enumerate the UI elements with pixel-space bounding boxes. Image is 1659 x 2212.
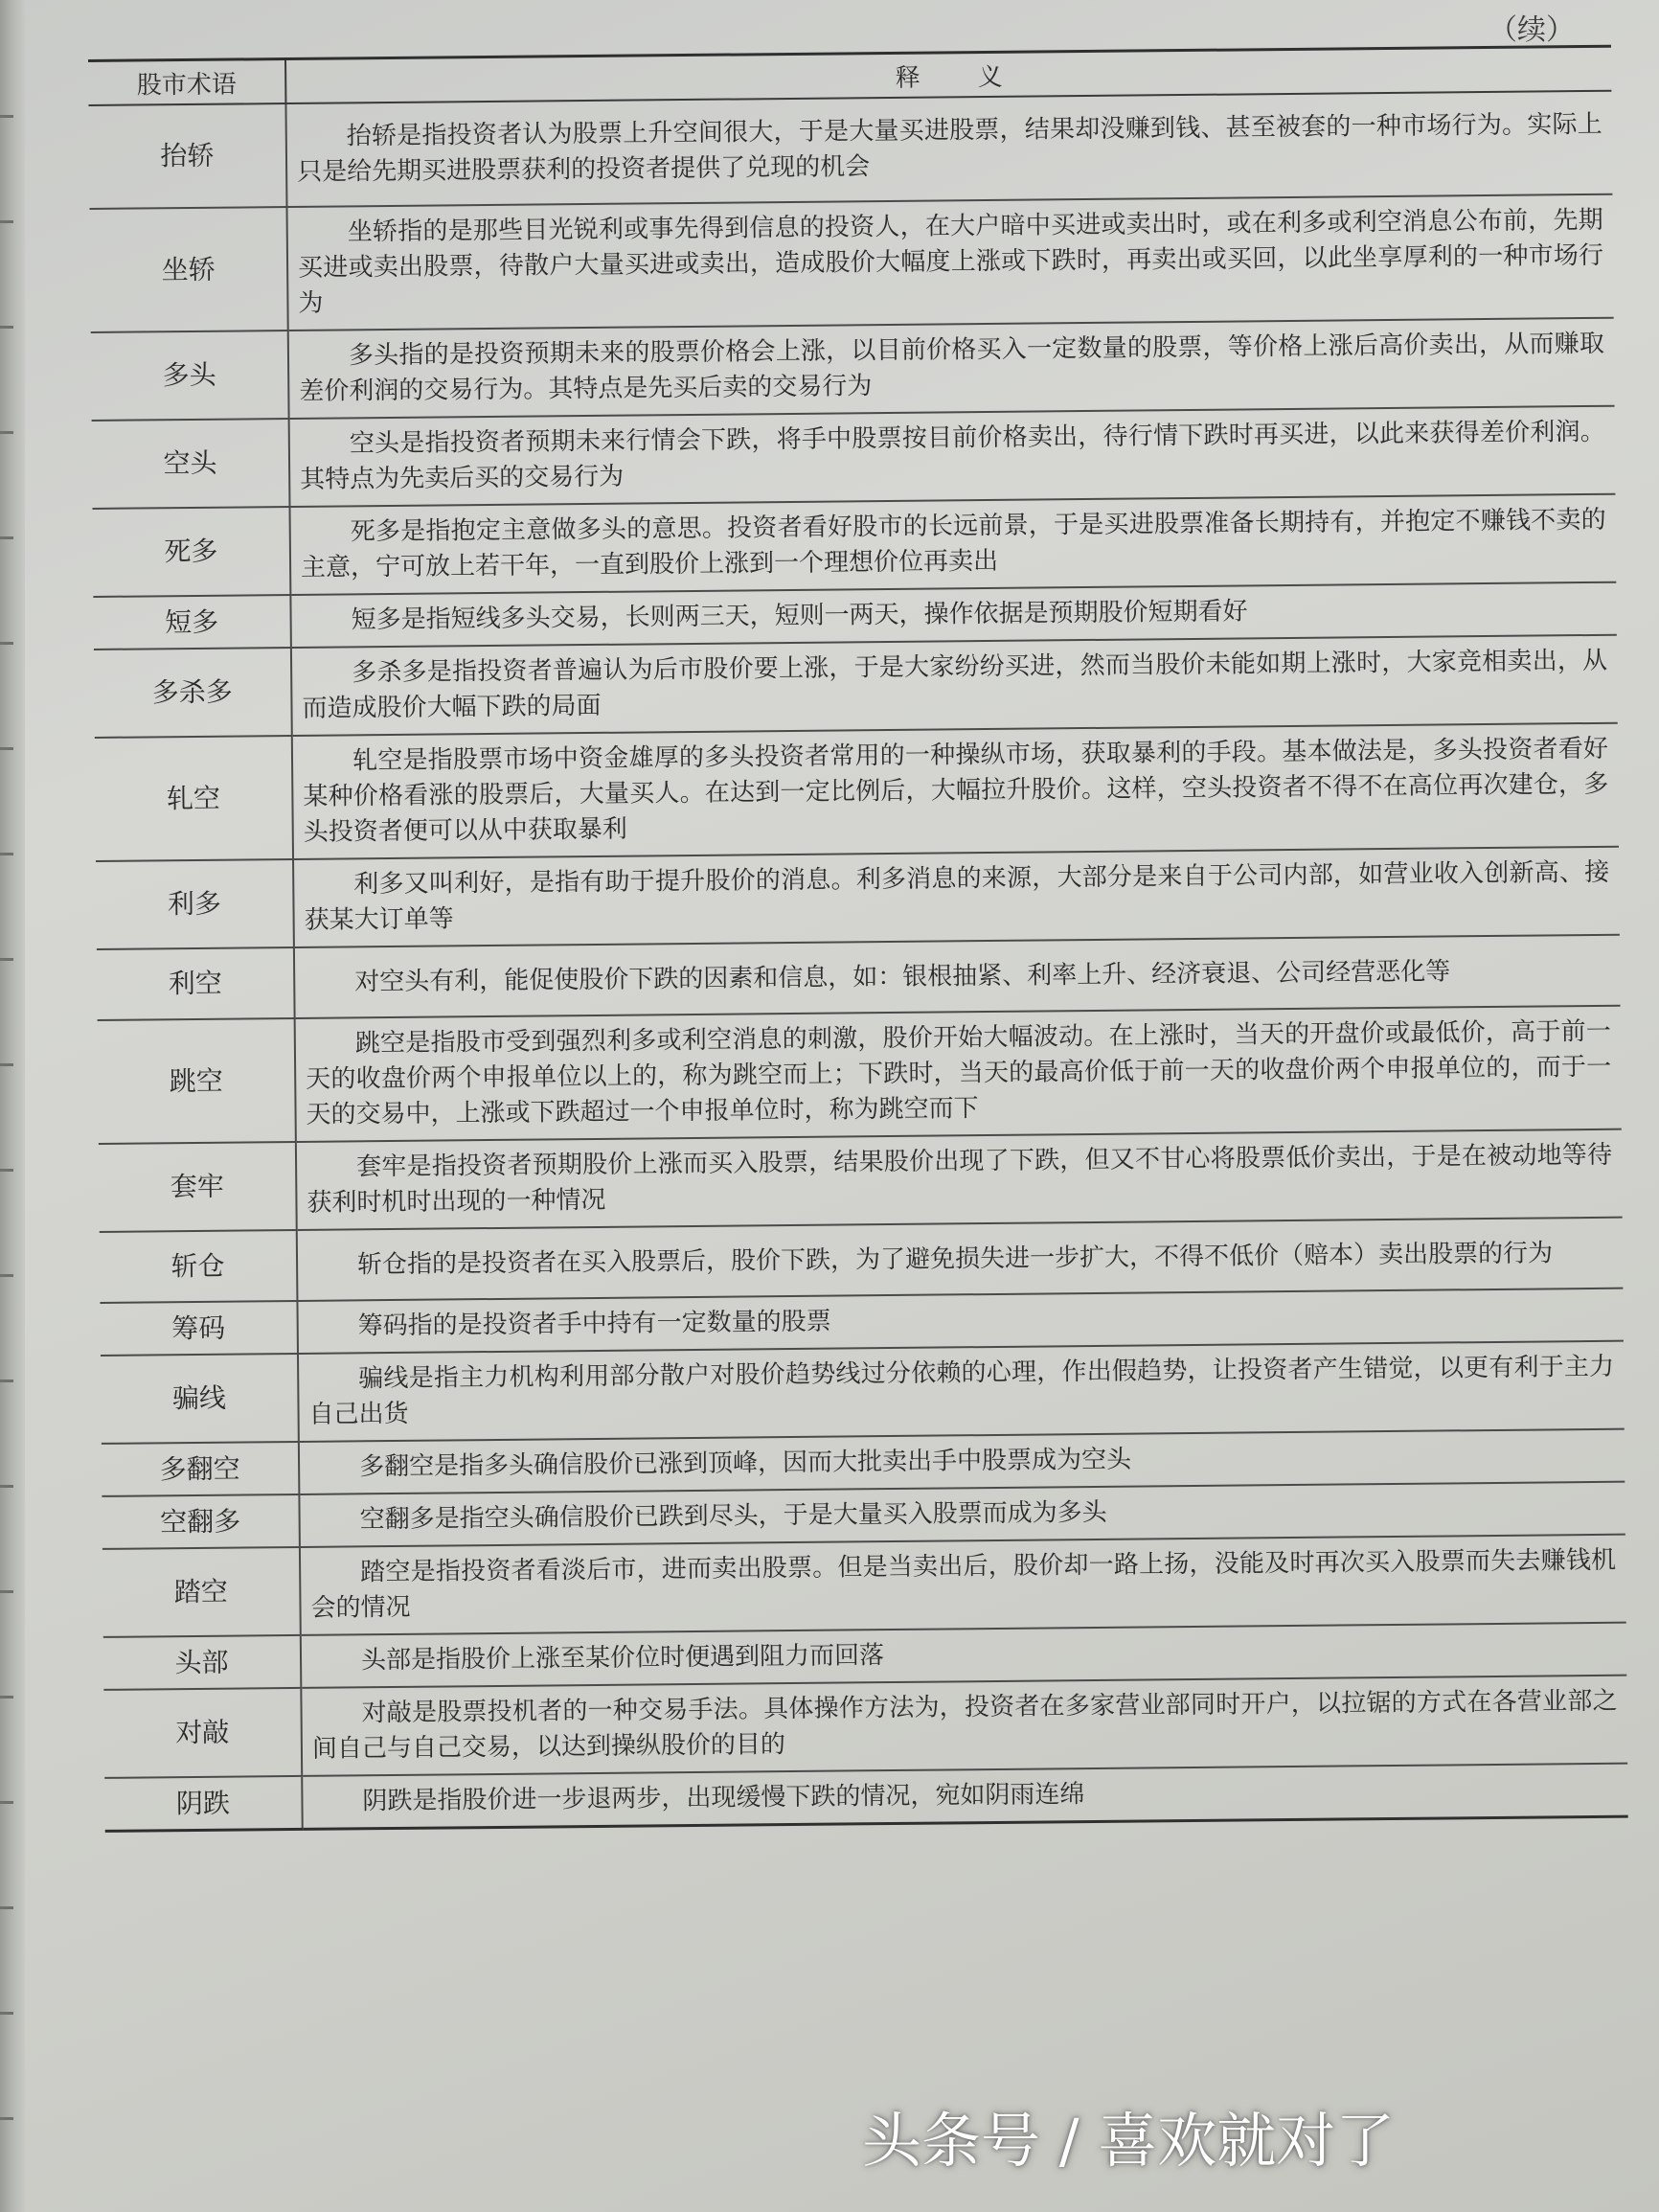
term-cell: 抬轿	[88, 103, 286, 209]
term-cell: 空头	[92, 419, 290, 509]
term-cell: 阴跌	[104, 1776, 303, 1831]
definition-cell: 多头指的是投资预期未来的股票价格会上涨，以目前价格买入一定数量的股票，等价格上涨后高价卖出，从而赚取差价利润的交易行为。其特点是先买后卖的交易行为	[288, 318, 1615, 419]
term-cell: 空翻多	[102, 1494, 300, 1549]
definition-cell: 对敲是股票投机者的一种交易手法。具体操作方法为，投资者在多家营业部同时开户，以拉锯的方式在各营业部之间自己与自己交易，以达到操纵股价的目的	[301, 1676, 1627, 1776]
table-row	[94, 635, 1618, 738]
definition-cell: 死多是指抱定主意做多头的意思。投资者看好股市的长远前景，于是买进股票准备长期持有，并抱定不赚钱不卖的主意，宁可放上若干年，一直到股价上涨到一个理想价位再卖出	[289, 494, 1616, 595]
term-cell: 死多	[93, 507, 291, 597]
definition-cell: 筹码指的是投资者手中持有一定数量的股票	[297, 1288, 1623, 1354]
term-cell: 对敲	[103, 1688, 302, 1778]
term-cell: 跳空	[98, 1018, 296, 1144]
stock-terms-table	[88, 45, 1628, 1833]
term-cell: 头部	[103, 1635, 302, 1690]
definition-cell: 短多是指短线多头交易，长则两三天，短则一两天，操作依据是预期股价短期看好	[290, 582, 1616, 648]
table-row	[98, 1006, 1622, 1144]
table-row	[88, 91, 1612, 209]
table-row	[101, 1341, 1625, 1444]
term-cell: 利多	[96, 859, 294, 949]
definition-cell: 多杀多是指投资者普遍认为后市股价要上涨，于是大家纷纷买进，然而当股价未能如期上涨时，大家竞相卖出，从而造成股价大幅下跌的局面	[291, 635, 1618, 736]
term-column-header: 股市术语	[88, 59, 285, 105]
table-row	[95, 723, 1619, 861]
term-cell: 踏空	[102, 1547, 301, 1637]
definition-column-header: 释义	[285, 46, 1611, 103]
definition-cell: 坐轿指的是那些目光锐利或事先得到信息的投资人，在大户暗中买进或卖出时，或在利多或利空消息公布前，先期买进或卖出股票，待散户大量买进或卖出，造成股价大幅度上涨或下跌时，再卖出或买回，以此坐享厚利的一种市场行为	[286, 194, 1613, 331]
table-row	[103, 1676, 1627, 1778]
table-row	[92, 406, 1616, 509]
definition-cell: 利多又叫利好，是指有助于提升股价的消息。利多消息的来源，大部分是来自于公司内部，如营业收入创新高、接获某大订单等	[293, 847, 1620, 947]
definition-cell: 空头是指投资者预期未来行情会下跌，将手中股票按目前价格卖出，待行情下跌时再买进，以此来获得差价利润。其特点为先卖后买的交易行为	[289, 406, 1616, 507]
term-cell: 多翻空	[102, 1442, 300, 1496]
definition-cell: 空翻多是指空头确信股价已跌到尽头，于是大量买入股票而成为多头	[299, 1482, 1625, 1547]
term-cell: 骗线	[101, 1354, 299, 1444]
term-cell: 套牢	[99, 1142, 297, 1232]
definition-cell: 对空头有利，能促使股价下跌的因素和信息，如：银根抽紧、利率上升、经济衰退、公司经营恶化等	[294, 935, 1621, 1018]
definition-cell: 斩仓指的是投资者在买入股票后，股价下跌，为了避免损失进一步扩大，不得不低价（赔本）卖出股票的行为	[297, 1218, 1624, 1301]
definition-cell: 头部是指股价上涨至某价位时便遇到阻力而回落	[301, 1623, 1626, 1688]
table-row	[99, 1129, 1623, 1232]
table-row	[96, 847, 1620, 949]
term-cell: 多杀多	[94, 648, 292, 738]
terms-sheet	[88, 45, 1628, 1833]
term-cell: 短多	[93, 595, 291, 650]
definition-cell: 踏空是指投资者看淡后市，进而卖出股票。但是当卖出后，股价却一路上扬，没能及时再次买入股票而失去赚钱机会的情况	[300, 1535, 1626, 1635]
definition-cell: 套牢是指投资者预期股价上涨而买入股票，结果股价出现了下跌，但又不甘心将股票低价卖出，于是在被动地等待获利时机时出现的一种情况	[296, 1129, 1623, 1230]
term-cell: 多头	[91, 331, 289, 421]
table-row	[89, 194, 1613, 332]
term-cell: 筹码	[100, 1301, 298, 1356]
continued-label: （续）	[1489, 13, 1575, 47]
definition-cell: 抬轿是指投资者认为股票上升空间很大，于是大量买进股票，结果却没赚到钱、甚至被套的一种市场行为。实际上只是给先期买进股票获利的投资者提供了兑现的机会	[285, 91, 1612, 207]
term-cell: 坐轿	[89, 207, 287, 332]
table-row	[102, 1535, 1626, 1637]
term-cell: 轧空	[95, 736, 293, 861]
definition-cell: 多翻空是指多头确信股价已涨到顶峰，因而大批卖出手中股票成为空头	[299, 1429, 1625, 1494]
book-binding	[0, 0, 25, 2212]
table-row	[91, 318, 1615, 421]
term-cell: 利空	[97, 947, 295, 1020]
table-row	[93, 494, 1617, 597]
definition-cell: 骗线是指主力机构利用部分散户对股价趋势线过分依赖的心理，作出假趋势，让投资者产生错觉，以更有利于主力自己出货	[298, 1341, 1625, 1442]
definition-cell: 轧空是指股票市场中资金雄厚的多头投资者常用的一种操纵市场，获取暴利的手段。基本做法是，多头投资者看好某种价格看涨的股票后，大量买人。在达到一定比例后，大幅拉升股价。这样，空头投资者不得不在高位再次建仓，多头投资者便可以从中获取暴利	[292, 723, 1619, 859]
definition-cell: 跳空是指股市受到强烈利多或利空消息的刺激，股价开始大幅波动。在上涨时，当天的开盘价或最低价，高于前一天的收盘价两个申报单位以上的，称为跳空而上；下跌时，当天的最高价低于前一天的收盘价两个申报单位的，而于一天的交易中，上涨或下跌超过一个申报单位时，称为跳空而下	[295, 1006, 1622, 1142]
watermark-text: 头条号 / 喜欢就对了	[862, 2106, 1396, 2176]
term-cell: 斩仓	[100, 1230, 298, 1303]
definition-cell: 阴跌是指股价进一步退两步，出现缓慢下跌的情况，宛如阴雨连绵	[302, 1764, 1627, 1830]
